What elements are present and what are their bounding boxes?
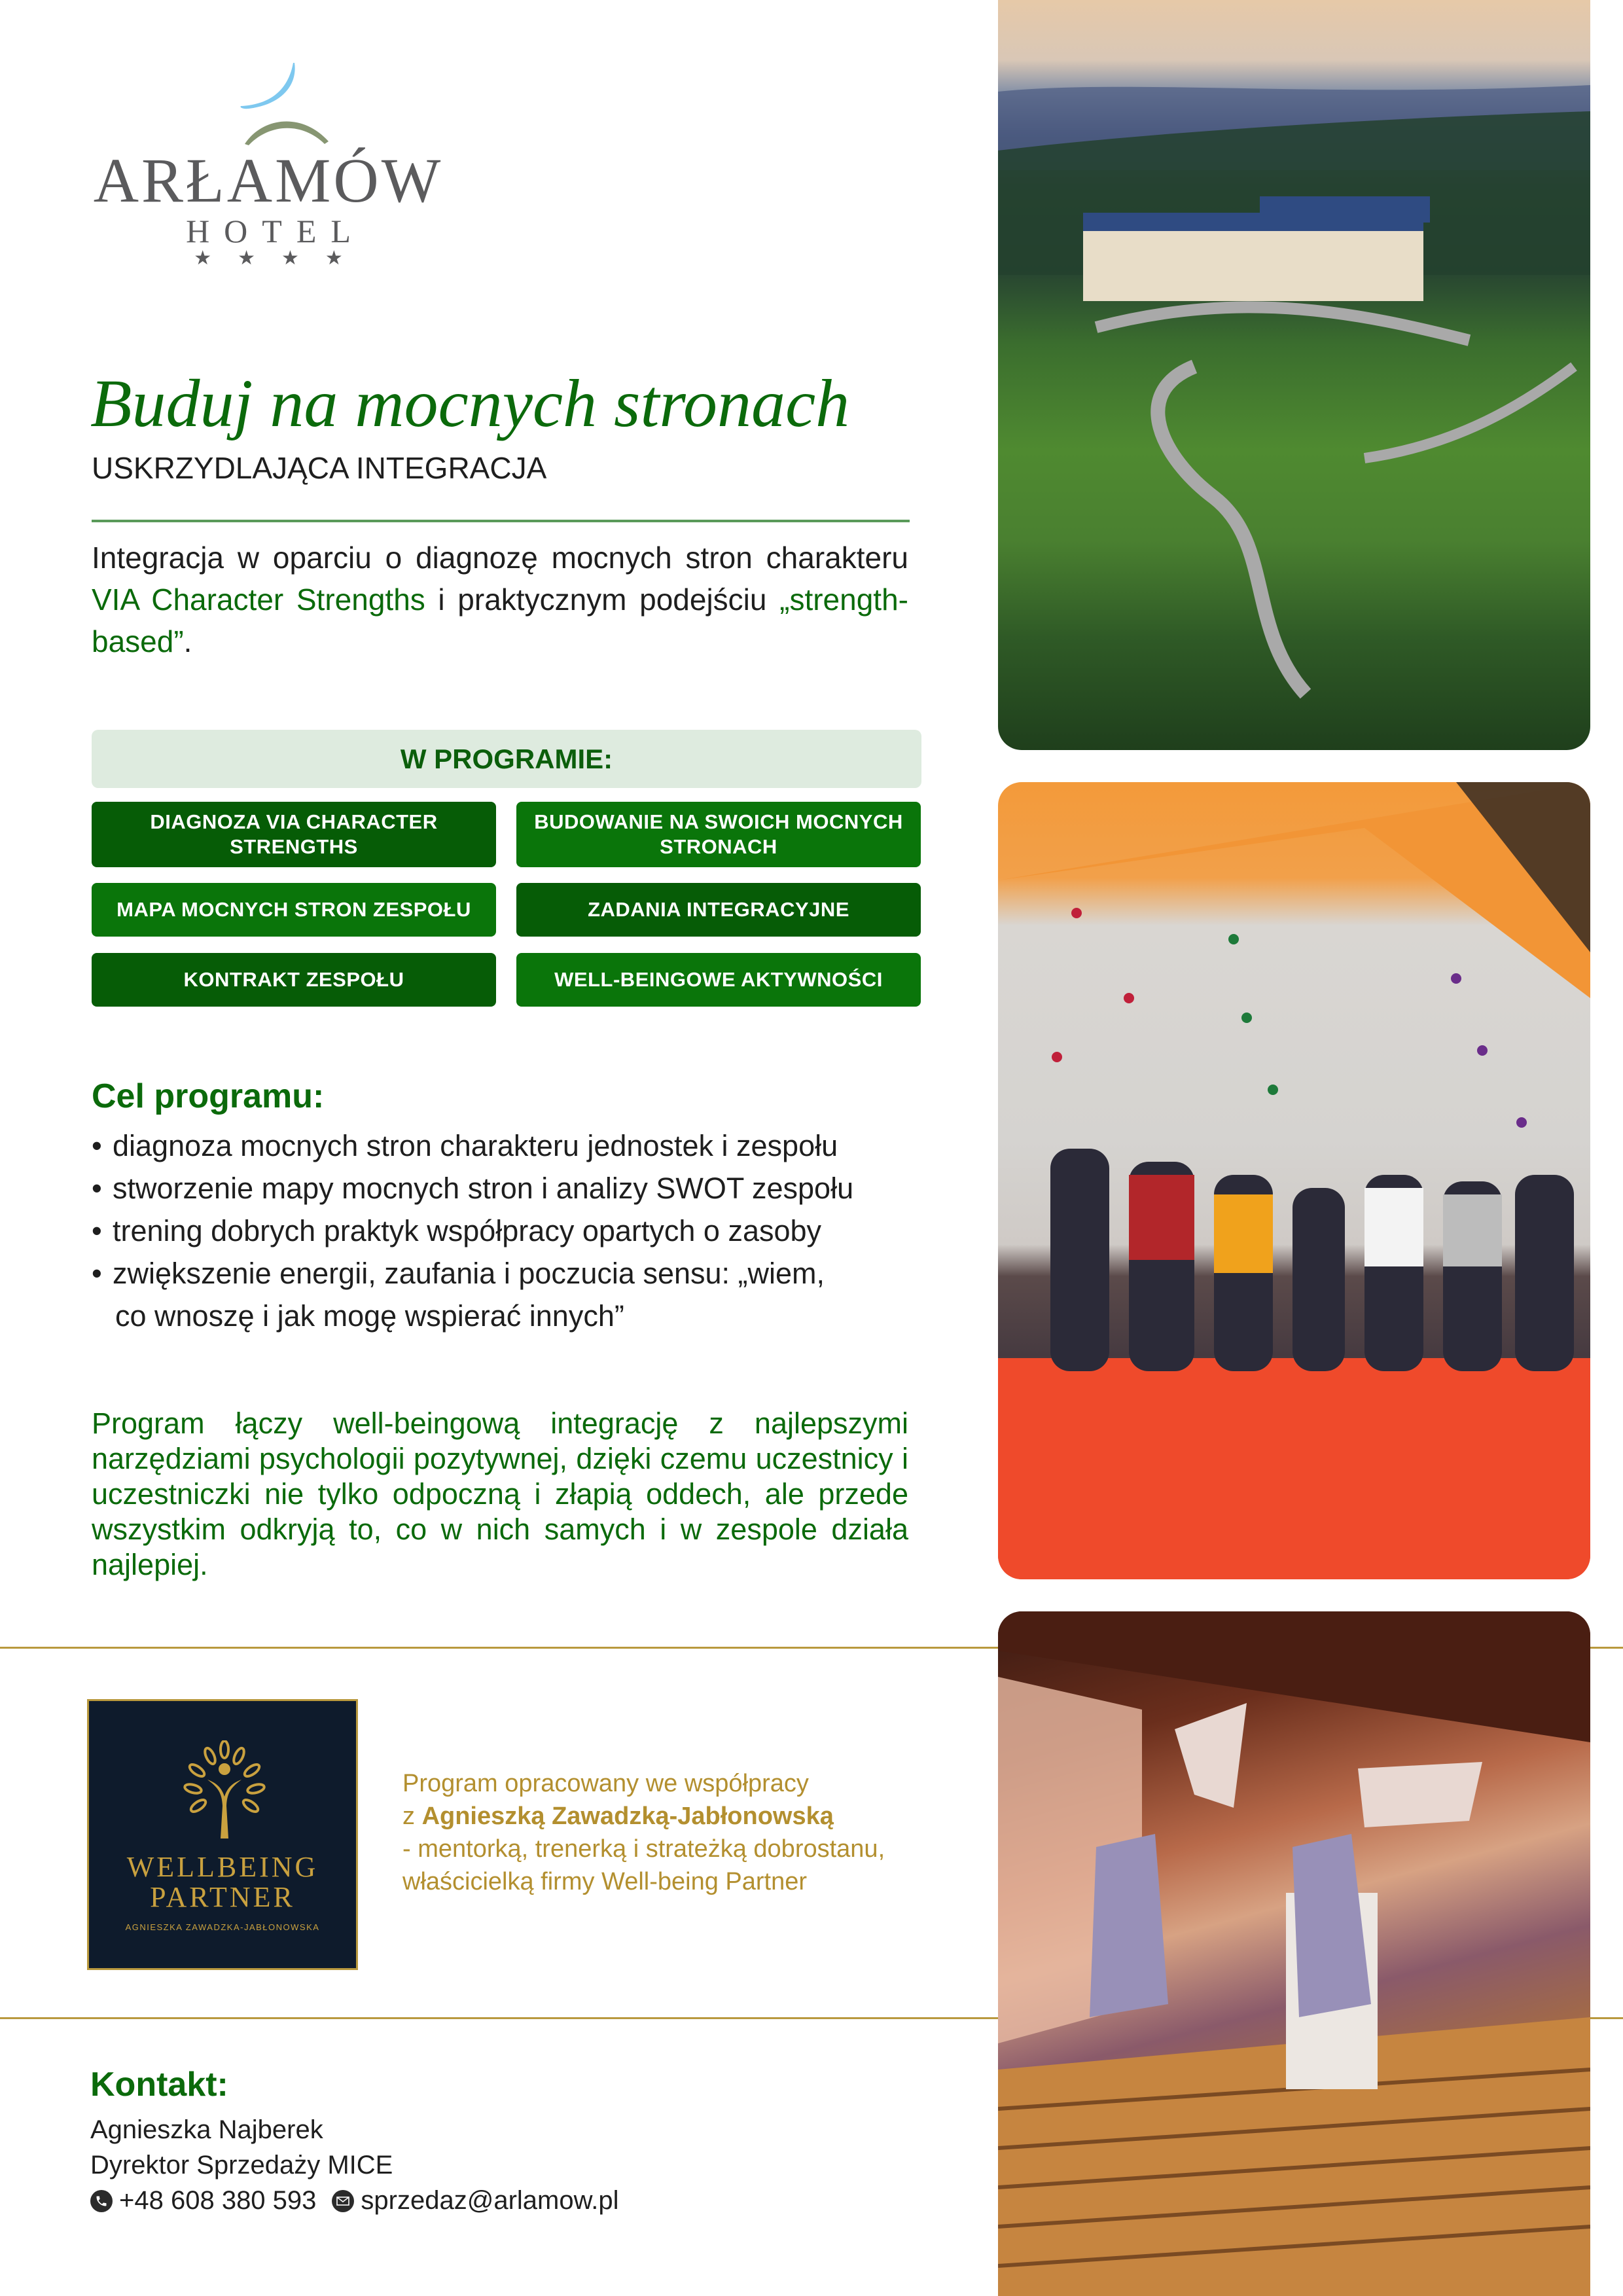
logo-stars: ★★★★ <box>194 247 369 269</box>
program-item <box>516 953 921 1007</box>
goal-item <box>92 1124 942 1167</box>
program-header <box>92 730 921 788</box>
logo-hotel: HOTEL <box>186 213 365 249</box>
program-item-label: ZADANIA INTEGRACYJNE <box>588 898 849 921</box>
summary-paragraph: Program łączy well-beingową integrację z najlepszymi narzędziami psychologii pozytywnej, dzięki czemu uczestnicy i uczestniczki nie tylko odpoczną i złapią oddech, ale przede wszystkim odkryją to, co w nich samych i w zespole działa najlepiej. <box>92 1407 908 1581</box>
section-divider-top <box>0 1647 998 1649</box>
intro-text: i praktycznym podejściu <box>425 583 780 617</box>
contact-email[interactable]: sprzedaz@arlamow.pl <box>361 2186 619 2215</box>
tree-icon <box>179 1740 270 1845</box>
envelope-icon <box>332 2190 354 2212</box>
partner-line: właścicielką firmy Well-being Partner <box>402 1868 808 1895</box>
bullet: • <box>92 1129 102 1162</box>
goals-list <box>92 1124 942 1337</box>
section-divider-top-right <box>1590 1647 1623 1649</box>
contact-title: Kontakt: <box>90 2066 228 2104</box>
partner-line <box>402 1800 978 1833</box>
program-item <box>92 802 496 867</box>
contact-details <box>90 2186 619 2215</box>
goal-text: zwiększenie energii, zaufania i poczucia sensu: „wiem, <box>113 1257 825 1290</box>
logo-swoosh-icon <box>216 59 347 151</box>
wellbeing-partner-logo <box>87 1699 358 1970</box>
goal-text: stworzenie mapy mocnych stron i analizy SWOT zespołu <box>113 1172 854 1205</box>
partner-logo-line1: WELLBEING <box>126 1851 319 1883</box>
page-subtitle: USKRZYDLAJĄCA INTEGRACJA <box>92 451 547 485</box>
partner-prefix: z <box>402 1803 422 1830</box>
logo-wordmark: ARŁAMÓW <box>93 145 444 215</box>
bullet: • <box>92 1172 102 1205</box>
goal-text: trening dobrych praktyk współpracy opartych o zasoby <box>113 1214 822 1247</box>
contact-name: Agnieszka Najberek <box>90 2115 323 2144</box>
intro-text: Integracja w oparciu o diagnozę mocnych stron charakteru <box>92 541 908 575</box>
goal-item-continuation: co wnoszę i jak mogę wspierać innych” <box>115 1299 624 1333</box>
program-item-label: MAPA MOCNYCH STRON ZESPOŁU <box>116 898 471 921</box>
photo-hotel-aerial <box>998 0 1590 750</box>
photo-sauna-towel-ritual <box>998 1611 1590 2296</box>
photo-climbing-wall-group <box>998 782 1590 1579</box>
phone-icon <box>90 2190 113 2212</box>
partner-description <box>402 1767 978 1898</box>
program-item-label: KONTRAKT ZESPOŁU <box>183 968 404 991</box>
goal-item <box>92 1167 942 1210</box>
intro-highlight-strength-based: „strength-based” <box>92 583 908 658</box>
program-item <box>516 802 921 867</box>
program-item <box>92 883 496 937</box>
partner-logo-owner: AGNIESZKA ZAWADZKA-JABŁONOWSKA <box>125 1922 320 1932</box>
bullet: • <box>92 1214 102 1247</box>
hotel-logo <box>85 59 452 275</box>
program-header-label: W PROGRAMIE: <box>400 743 613 774</box>
bullet: • <box>92 1257 102 1290</box>
intro-text: . <box>183 624 192 658</box>
hotel-illustration <box>998 0 1590 750</box>
section-divider-bottom-right <box>1590 2017 1623 2019</box>
partner-name: Agnieszką Zawadzką-Jabłonowską <box>421 1803 834 1830</box>
climbing-illustration <box>998 782 1590 1579</box>
goal-item <box>92 1210 942 1252</box>
goal-text: diagnoza mocnych stron charakteru jednostek i zespołu <box>113 1129 838 1162</box>
program-item-label: BUDOWANIE NA SWOICH MOCNYCH STRONACH <box>534 810 903 858</box>
intro-paragraph <box>92 537 908 662</box>
partner-line: Program opracowany we współpracy <box>402 1770 809 1797</box>
partner-line: - mentorką, trenerką i strateżką dobrostanu, <box>402 1835 885 1863</box>
goals-title: Cel programu: <box>92 1077 325 1115</box>
section-divider-bottom <box>0 2017 998 2019</box>
partner-logo-line2: PARTNER <box>150 1881 295 1913</box>
page-title: Buduj na mocnych stronach <box>90 366 850 441</box>
contact-phone[interactable]: +48 608 380 593 <box>119 2186 317 2215</box>
intro-highlight-via: VIA Character Strengths <box>92 583 425 617</box>
program-item-label: WELL-BEINGOWE AKTYWNOŚCI <box>554 968 883 991</box>
contact-role: Dyrektor Sprzedaży MICE <box>90 2151 393 2179</box>
program-item-label: DIAGNOZA VIA CHARACTER STRENGTHS <box>150 810 438 858</box>
sauna-illustration <box>998 1611 1590 2296</box>
title-divider <box>92 520 910 522</box>
program-item <box>516 883 921 937</box>
program-item <box>92 953 496 1007</box>
goal-item <box>92 1252 942 1295</box>
